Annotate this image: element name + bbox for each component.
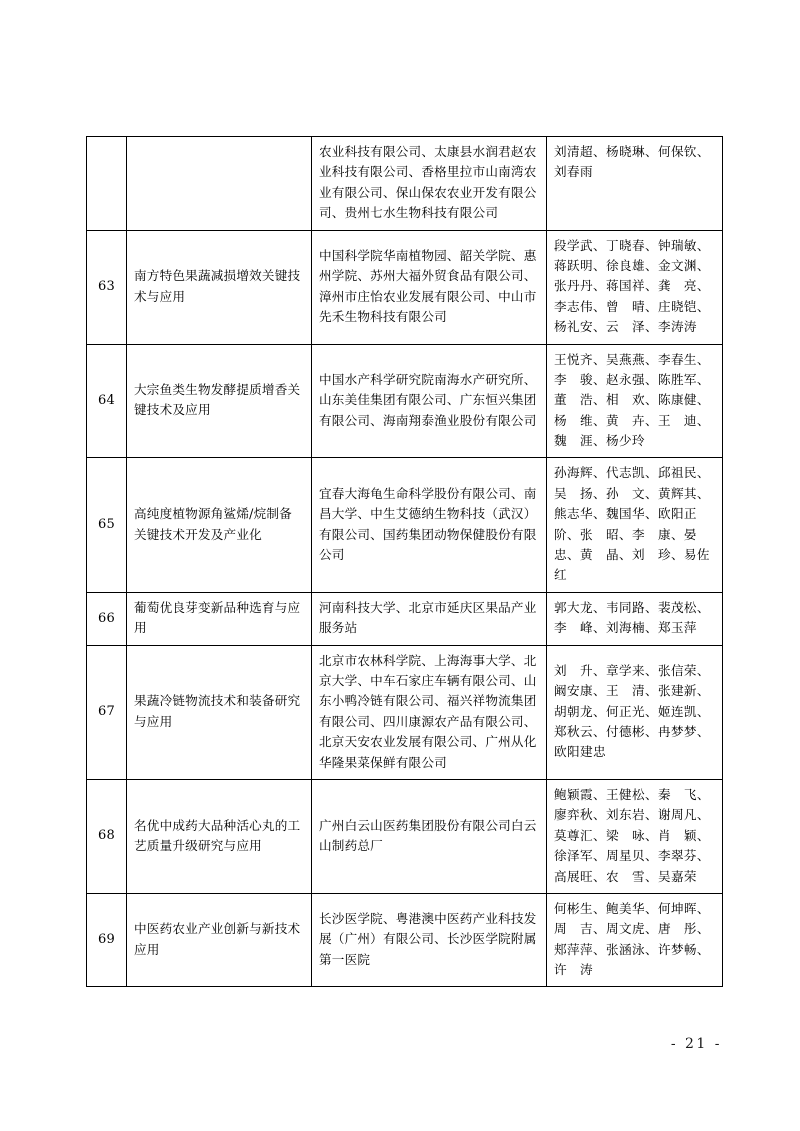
row-organizations-cell: 长沙医学院、粤港澳中医药产业科技发展（广州）有限公司、长沙医学院附属第一医院 [312,893,547,987]
row-number-cell: 69 [87,893,127,987]
row-number-cell: 66 [87,592,127,645]
row-people-cell: 刘 升、章学来、张信荣、阚安康、王 清、张建新、胡朝龙、何正光、姬连凯、郑秋云、付德彬、冉梦梦、欧阳建忠 [547,645,723,779]
row-organizations-cell: 广州白云山医药集团股份有限公司白云山制药总厂 [312,779,547,893]
table-row [87,893,723,987]
row-title-cell [127,137,312,231]
row-people-cell: 鲍颖霞、王健松、秦 飞、廖弈秋、刘东岩、谢周凡、莫尊汇、梁 咏、肖 颖、徐泽军、周星贝、李翠芬、高展旺、农 雪、吴嘉荣 [547,779,723,893]
row-people-cell: 何彬生、鲍美华、何坤晖、周 吉、周文虎、唐 彤、郏萍萍、张涵泳、许梦畅、许 涛 [547,893,723,987]
table-body [87,137,723,987]
row-organizations-cell: 中国水产科学研究院南海水产研究所、山东美佳集团有限公司、广东恒兴集团有限公司、海南翔泰渔业股份有限公司 [312,344,547,458]
table-row [87,645,723,779]
row-people-cell: 王悦齐、吴燕燕、李春生、李 骏、赵永强、陈胜军、董 浩、相 欢、陈康健、杨 维、黄 卉、王 迪、魏 涯、杨少玲 [547,344,723,458]
row-title-cell: 中医药农业产业创新与新技术应用 [127,893,312,987]
table-row [87,779,723,893]
award-project-table [86,136,723,987]
table-row [87,344,723,458]
row-title-cell: 南方特色果蔬减损增效关键技术与应用 [127,230,312,344]
row-title-cell: 高纯度植物源角鲨烯/烷制备关键技术开发及产业化 [127,458,312,592]
table-row [87,230,723,344]
row-title-cell: 大宗鱼类生物发酵提质增香关键技术及应用 [127,344,312,458]
page-number: - 21 - [670,1036,722,1052]
row-number-cell: 65 [87,458,127,592]
row-organizations-cell: 中国科学院华南植物园、韶关学院、惠州学院、苏州大福外贸食品有限公司、漳州市庄怡农业发展有限公司、中山市先禾生物科技有限公司 [312,230,547,344]
row-people-cell: 段学武、丁晓春、钟瑞敏、蒋跃明、徐良雄、金文渊、张丹丹、蒋国祥、龚 亮、李志伟、曾 晴、庄晓铠、杨礼安、云 泽、李涛涛 [547,230,723,344]
table-row [87,592,723,645]
table-row [87,458,723,592]
row-people-cell: 郭大龙、韦同路、裴茂松、李 峰、刘海楠、郑玉萍 [547,592,723,645]
table-row [87,137,723,231]
row-organizations-cell: 宜春大海龟生命科学股份有限公司、南昌大学、中生艾德纳生物科技（武汉）有限公司、国药集团动物保健股份有限公司 [312,458,547,592]
row-title-cell: 葡萄优良芽变新品种选育与应用 [127,592,312,645]
row-number-cell: 67 [87,645,127,779]
row-people-cell: 刘清超、杨晓琳、何保钦、刘春雨 [547,137,723,231]
row-title-cell: 名优中成药大品种活心丸的工艺质量升级研究与应用 [127,779,312,893]
row-people-cell: 孙海辉、代志凯、邱祖民、吴 扬、孙 文、黄辉其、熊志华、魏国华、欧阳正阶、张 昭、李 康、晏忠、黄 晶、刘 珍、易佐红 [547,458,723,592]
row-organizations-cell: 河南科技大学、北京市延庆区果品产业服务站 [312,592,547,645]
row-number-cell: 63 [87,230,127,344]
row-number-cell [87,137,127,231]
row-number-cell: 68 [87,779,127,893]
row-number-cell: 64 [87,344,127,458]
row-organizations-cell: 农业科技有限公司、太康县水润君赵农业科技有限公司、香格里拉市山南湾农业有限公司、保山保农农业开发有限公司、贵州七水生物科技有限公司 [312,137,547,231]
row-title-cell: 果蔬冷链物流技术和装备研究与应用 [127,645,312,779]
row-organizations-cell: 北京市农林科学院、上海海事大学、北京大学、中车石家庄车辆有限公司、山东小鸭冷链有限公司、福兴祥物流集团有限公司、四川康源农产品有限公司、北京天安农业发展有限公司、广州从化华隆果菜保鲜有限公司 [312,645,547,779]
